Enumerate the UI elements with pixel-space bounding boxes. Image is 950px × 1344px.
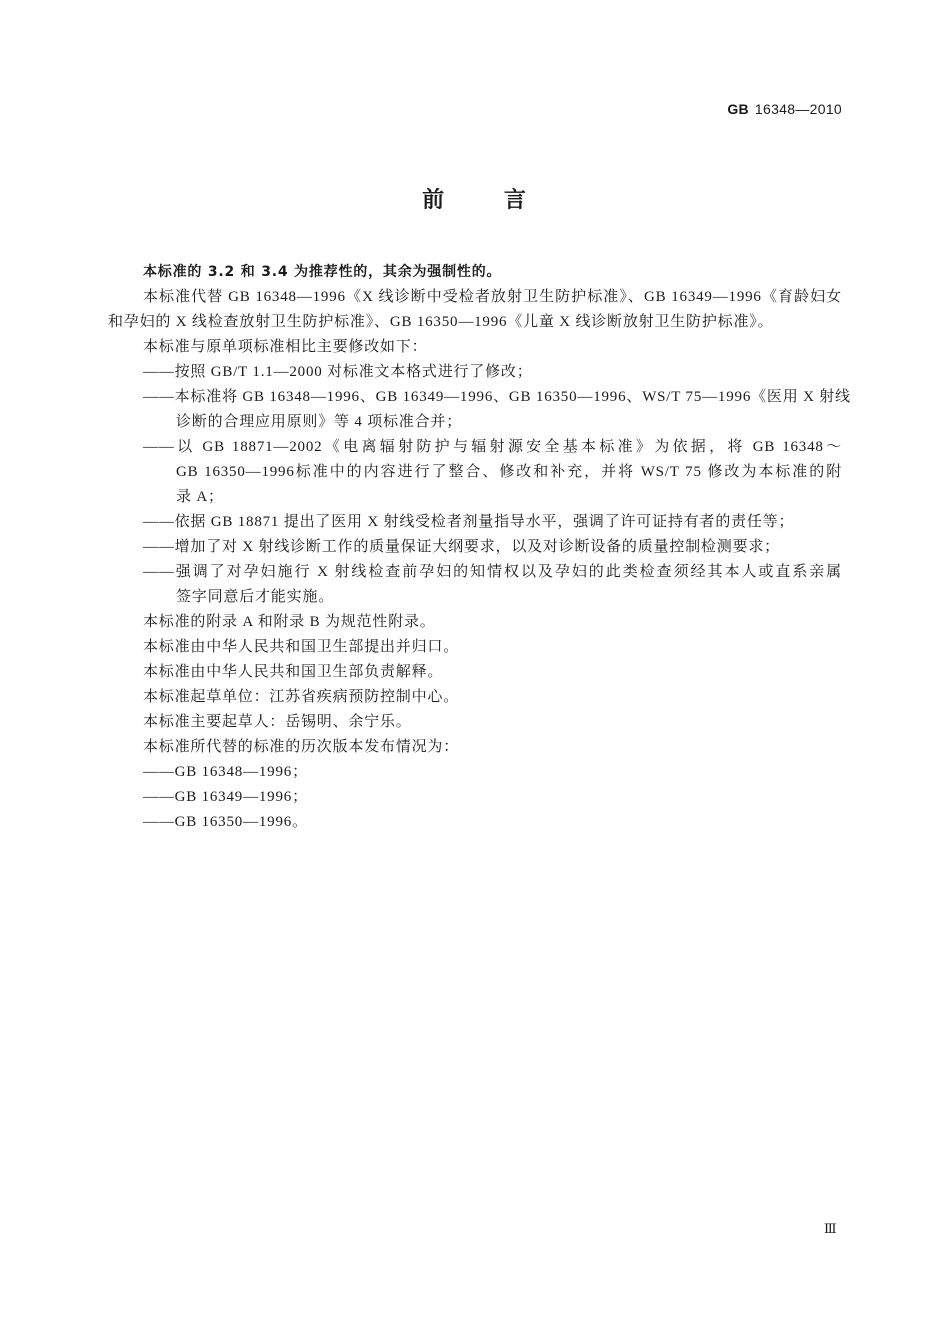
replaces-line: 和孕妇的 X 线检查放射卫生防护标准》、GB 16350—1996《儿童 X 线诊断放射卫生防护标准》。: [108, 314, 774, 330]
change-item-continuation: 录 A；: [176, 489, 224, 505]
page-title: 前 言: [422, 188, 528, 213]
change-item-continuation: 签字同意后才能实施。: [176, 589, 335, 605]
note-line: 本标准主要起草人：岳锡明、余宁乐。: [143, 714, 412, 730]
change-item: ——依据 GB 18871 提出了医用 X 射线受检者剂量指导水平，强调了许可证持有者的责任等；: [143, 514, 795, 530]
history-item: ——GB 16350—1996。: [143, 814, 308, 830]
recommended-note: 本标准的 3.2 和 3.4 为推荐性的，其余为强制性的。: [143, 264, 502, 280]
standard-code: [727, 101, 842, 117]
note-line: 本标准由中华人民共和国卫生部负责解释。: [143, 664, 444, 680]
change-item: ——按照 GB/T 1.1—2000 对标准文本格式进行了修改；: [143, 364, 533, 380]
change-item: ——强调了对孕妇施行 X 射线检查前孕妇的知情权以及孕妇的此类检查须经其本人或直系亲属: [143, 564, 842, 580]
replaces-line: 本标准代替 GB 16348—1996《X 线诊断中受检者放射卫生防护标准》、GB 16349—1996《育龄妇女: [143, 289, 842, 305]
note-line: 本标准起草单位：江苏省疾病预防控制中心。: [143, 689, 460, 705]
history-item: ——GB 16349—1996；: [143, 789, 308, 805]
foreword-body: [108, 260, 851, 835]
change-item: ——增加了对 X 射线诊断工作的质量保证大纲要求，以及对诊断设备的质量控制检测要求；: [143, 539, 780, 555]
page-number: Ⅲ: [824, 1222, 837, 1237]
history-item: ——GB 16348—1996；: [143, 764, 308, 780]
standard-code-number: 16348—2010: [754, 101, 842, 117]
note-line: 本标准的附录 A 和附录 B 为规范性附录。: [143, 614, 436, 630]
change-item: ——本标准将 GB 16348—1996、GB 16349—1996、GB 16350—1996、WS/T 75—1996《医用 X 射线: [143, 389, 851, 405]
standard-code-prefix: GB: [727, 101, 749, 117]
note-line: 本标准由中华人民共和国卫生部提出并归口。: [143, 639, 460, 655]
note-line: 本标准所代替的标准的历次版本发布情况为：: [143, 739, 460, 755]
change-item-continuation: GB 16350—1996标准中的内容进行了整合、修改和补充，并将 WS/T 75 修改为本标准的附: [176, 464, 842, 480]
change-item-continuation: 诊断的合理应用原则》等 4 项标准合并；: [176, 414, 463, 430]
changes-intro: 本标准与原单项标准相比主要修改如下：: [143, 339, 428, 355]
change-item: ——以 GB 18871—2002《电离辐射防护与辐射源安全基本标准》为依据，将 GB 16348～: [143, 439, 842, 455]
